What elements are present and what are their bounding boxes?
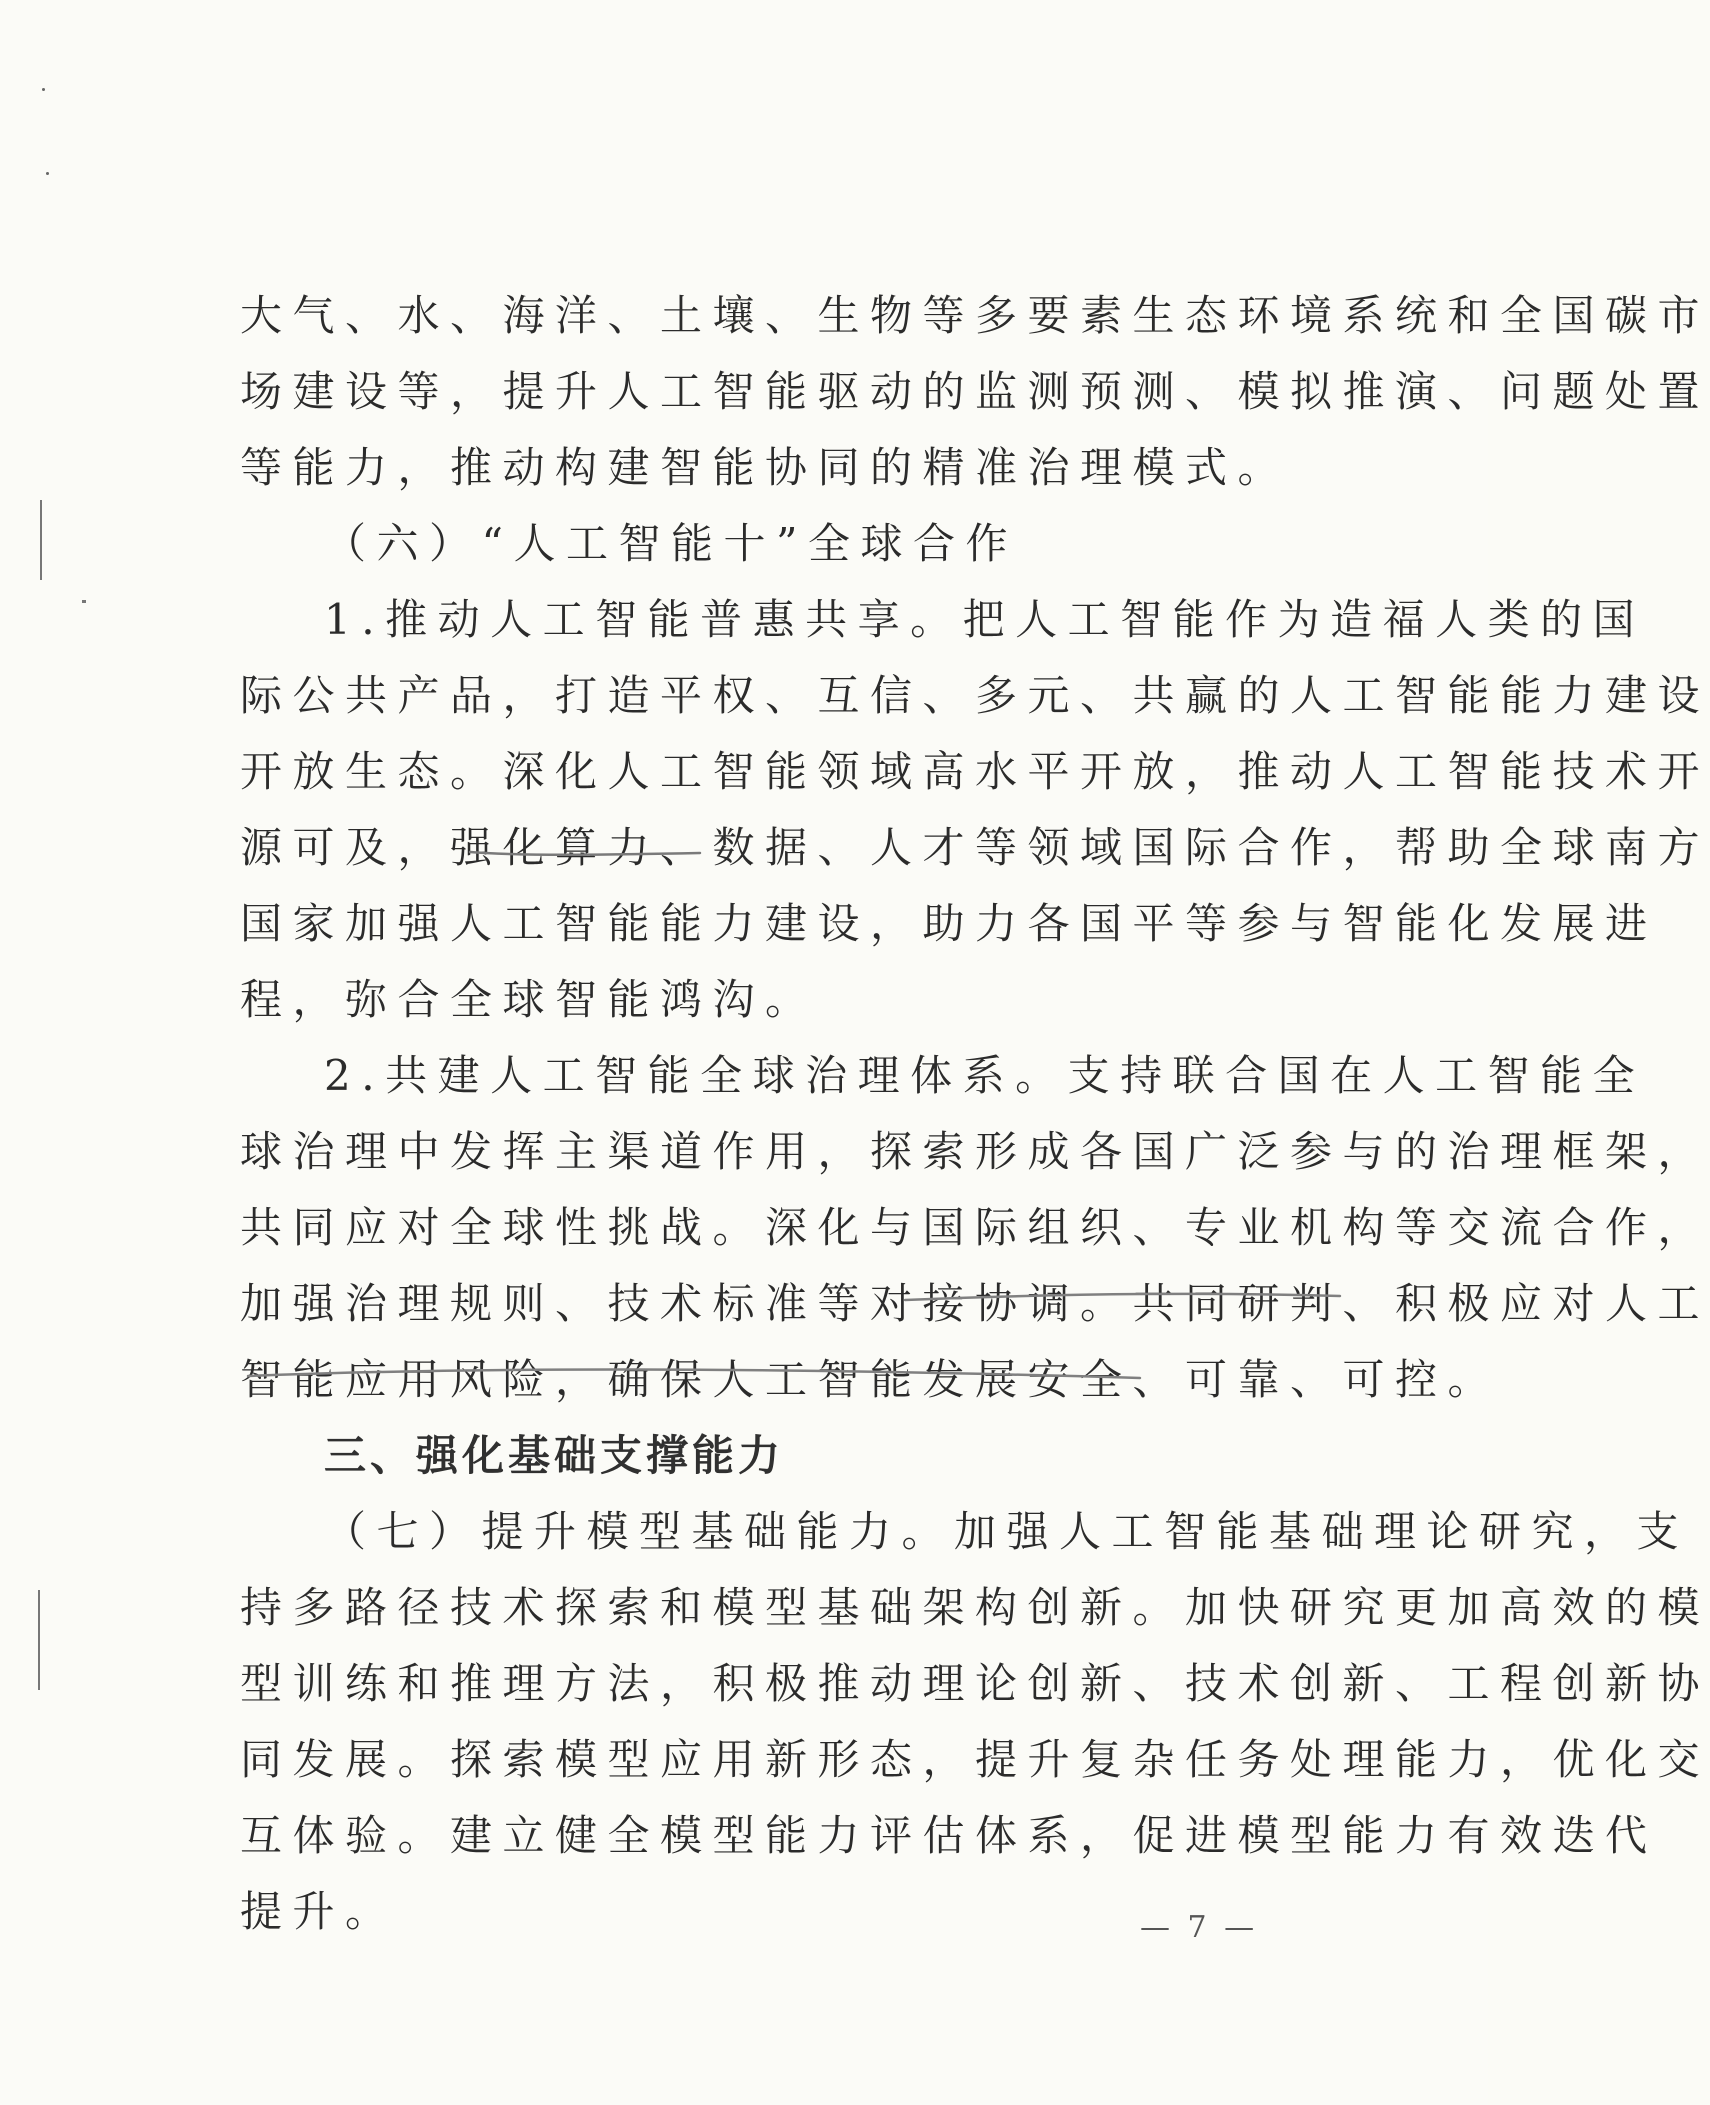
- text-line: 互体验。建立健全模型能力评估体系，促进模型能力有效迭代: [240, 1811, 1658, 1860]
- text-line: （七）提升模型基础能力。加强人工智能基础理论研究，支: [324, 1507, 1690, 1556]
- margin-mark: [38, 1590, 40, 1690]
- page-number: — 7 —: [1140, 1910, 1259, 1945]
- text-line: 提升。: [240, 1887, 398, 1936]
- text-line: 场建设等，提升人工智能驱动的监测预测、模拟推演、问题处置: [240, 367, 1710, 416]
- text-line: 智能应用风险，确保人工智能发展安全、可靠、可控。: [240, 1355, 1501, 1404]
- text-line: 球治理中发挥主渠道作用，探索形成各国广泛参与的治理框架，: [240, 1127, 1710, 1176]
- scan-dot: [46, 172, 49, 175]
- text-line: 大气、水、海洋、土壤、生物等多要素生态环境系统和全国碳市: [240, 291, 1710, 340]
- text-line: 共同应对全球性挑战。深化与国际组织、专业机构等交流合作，: [240, 1203, 1710, 1252]
- text-line: 等能力，推动构建智能协同的精准治理模式。: [240, 443, 1291, 492]
- scan-dot: [42, 88, 45, 91]
- margin-mark: [40, 500, 42, 580]
- text-line: 国家加强人工智能能力建设，助力各国平等参与智能化发展进: [240, 899, 1658, 948]
- text-line: 持多路径技术探索和模型基础架构创新。加快研究更加高效的模: [240, 1583, 1710, 1632]
- margin-mark: [82, 600, 86, 603]
- text-line: 2.共建人工智能全球治理体系。支持联合国在人工智能全: [324, 1051, 1646, 1100]
- chapter-heading: 三、强化基础支撑能力: [324, 1431, 785, 1480]
- text-line: 加强治理规则、技术标准等对接协调。共同研判、积极应对人工: [240, 1279, 1710, 1328]
- text-line: 1.推动人工智能普惠共享。把人工智能作为造福人类的国: [324, 595, 1646, 644]
- text-line: 程，弥合全球智能鸿沟。: [240, 975, 818, 1024]
- text-line: 开放生态。深化人工智能领域高水平开放，推动人工智能技术开: [240, 747, 1710, 796]
- text-line: 同发展。探索模型应用新形态，提升复杂任务处理能力，优化交: [240, 1735, 1710, 1784]
- text-line: 型训练和推理方法，积极推动理论创新、技术创新、工程创新协: [240, 1659, 1710, 1708]
- body-text: [240, 278, 1710, 1950]
- text-line: 源可及，强化算力、数据、人才等领域国际合作，帮助全球南方: [240, 823, 1710, 872]
- text-line: 际公共产品，打造平权、互信、多元、共赢的人工智能能力建设: [240, 671, 1710, 720]
- section-heading: （六）“人工智能十”全球合作: [324, 519, 1018, 568]
